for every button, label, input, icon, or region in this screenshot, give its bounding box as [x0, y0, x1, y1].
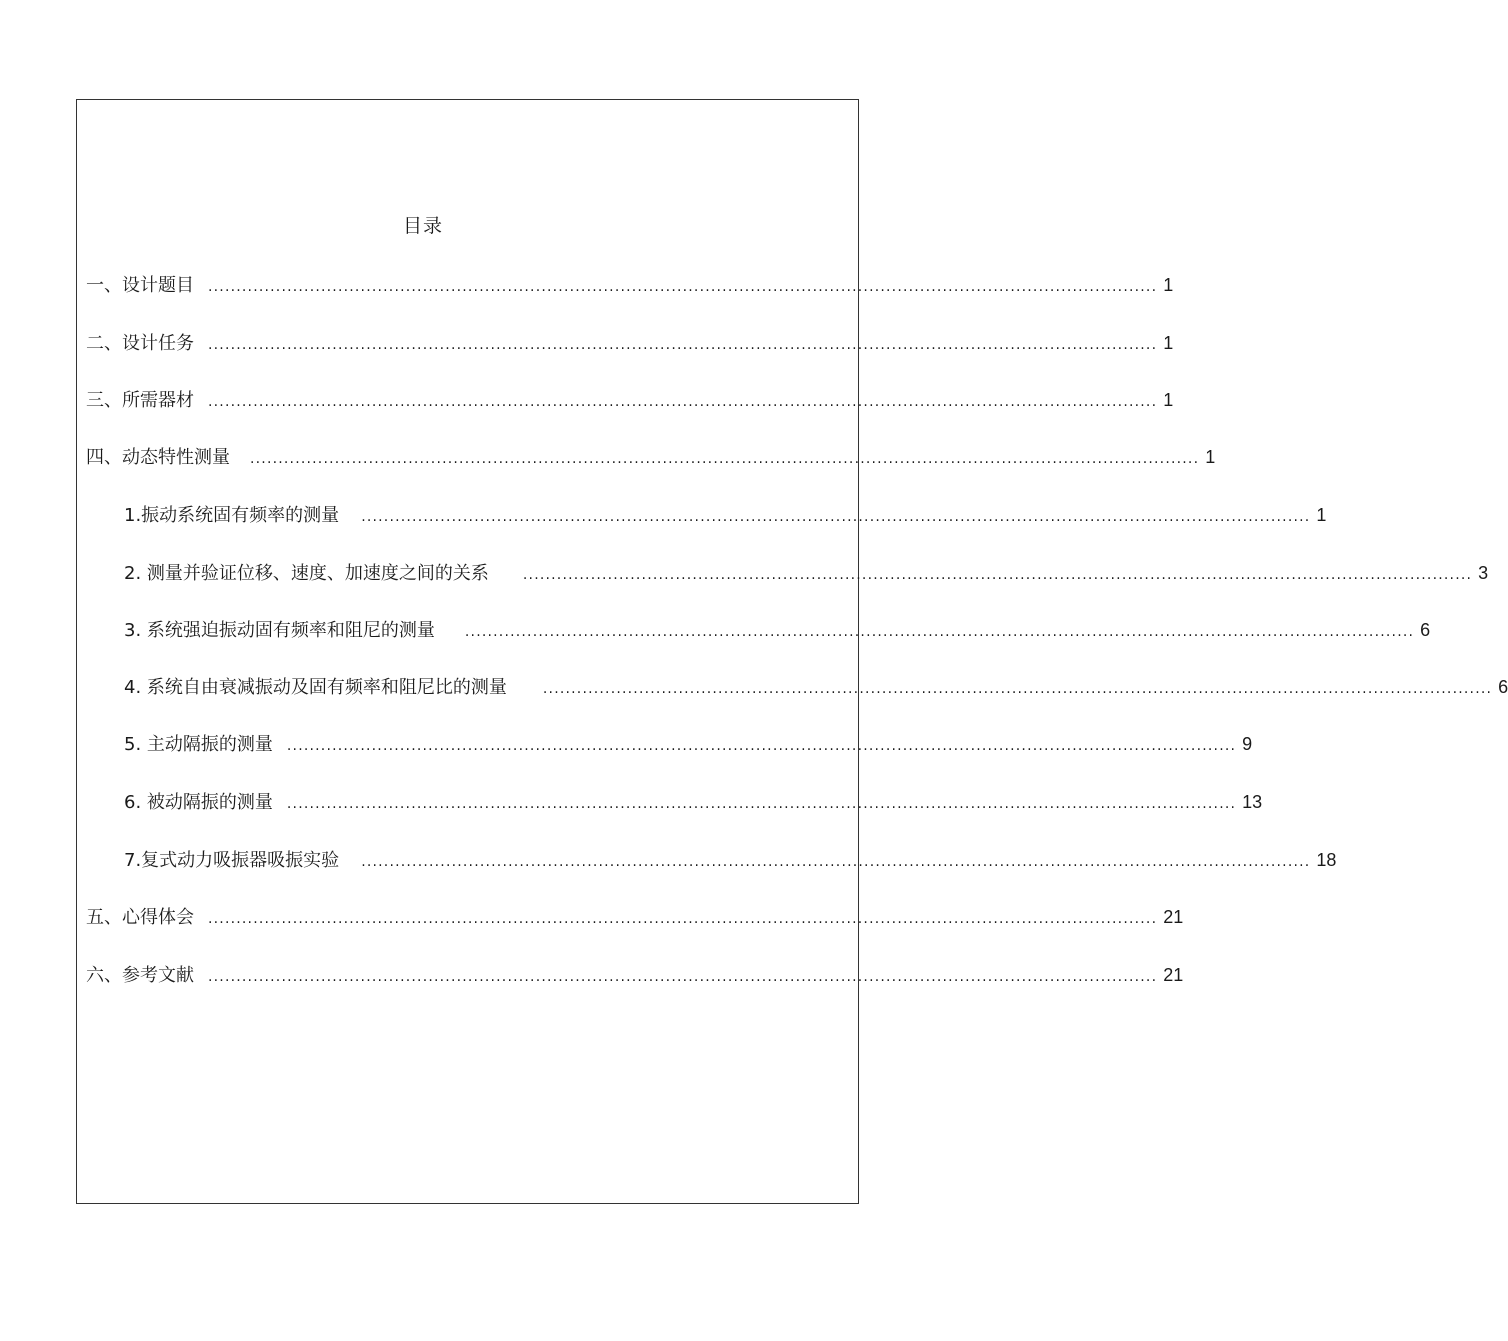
toc-entry[interactable] — [124, 502, 1327, 528]
dot-leader: ........................................................................................................................................................................ — [208, 969, 1158, 985]
dot-leader: ........................................................................................................................................................................ — [286, 738, 1237, 754]
toc-entry-label: 6. 被动隔振的测量 — [124, 792, 273, 813]
toc-entry-page: 6 — [1420, 620, 1431, 640]
toc-title: 目录 — [402, 215, 443, 237]
toc-entry-label: 2. 测量并验证位移、速度、加速度之间的关系 — [124, 563, 489, 584]
toc-entry[interactable] — [124, 617, 1431, 643]
toc-entry-page: 3 — [1478, 563, 1489, 583]
toc-entry-label: 1.振动系统固有频率的测量 — [124, 505, 340, 526]
toc-entry-page: 18 — [1316, 850, 1337, 870]
toc-entry[interactable] — [86, 272, 1174, 298]
toc-entry-page: 21 — [1163, 965, 1184, 985]
toc-entry-label: 3. 系统强迫振动固有频率和阻尼的测量 — [124, 620, 435, 641]
toc-entry-label: 一、设计题目 — [86, 275, 194, 296]
toc-entry[interactable] — [86, 387, 1174, 413]
toc-entry[interactable] — [124, 731, 1253, 757]
dot-leader: ........................................................................................................................................................................ — [361, 509, 1311, 525]
dot-leader: ........................................................................................................................................................................ — [464, 624, 1415, 640]
toc-entry[interactable] — [124, 847, 1337, 873]
toc-entry-label: 5. 主动隔振的测量 — [124, 734, 273, 755]
toc-entry[interactable] — [124, 560, 1489, 586]
toc-entry-page: 9 — [1242, 734, 1253, 754]
toc-entry-label: 五、心得体会 — [86, 907, 194, 928]
toc-entry-label: 三、所需器材 — [86, 390, 194, 411]
toc-entry[interactable] — [86, 904, 1184, 930]
toc-entry-page: 6 — [1498, 677, 1508, 697]
dot-leader: ........................................................................................................................................................................ — [208, 279, 1158, 295]
toc-entry-page: 1 — [1163, 275, 1174, 295]
dot-leader: ........................................................................................................................................................................ — [361, 854, 1311, 870]
toc-entry-label: 四、动态特性测量 — [86, 447, 230, 468]
dot-leader: ........................................................................................................................................................................ — [286, 796, 1237, 812]
toc-entry-label: 4. 系统自由衰减振动及固有频率和阻尼比的测量 — [124, 677, 507, 698]
toc-entry[interactable] — [86, 962, 1184, 988]
toc-entry-label: 7.复式动力吸振器吸振实验 — [124, 850, 340, 871]
toc-entry-page: 1 — [1316, 505, 1327, 525]
dot-leader: ........................................................................................................................................................................ — [522, 567, 1473, 583]
toc-entry-page: 1 — [1205, 447, 1216, 467]
toc-entry-page: 1 — [1163, 333, 1174, 353]
toc-entry-label: 二、设计任务 — [86, 333, 194, 354]
toc-entry[interactable] — [86, 444, 1216, 470]
toc-entry[interactable] — [86, 330, 1174, 356]
toc-entry-page: 13 — [1242, 792, 1263, 812]
toc-entry[interactable] — [124, 674, 1508, 700]
toc-entry-page: 21 — [1163, 907, 1184, 927]
toc-entry-page: 1 — [1163, 390, 1174, 410]
toc-entry[interactable] — [124, 789, 1263, 815]
toc-entry-label: 六、参考文献 — [86, 965, 194, 986]
dot-leader: ........................................................................................................................................................................ — [208, 337, 1158, 353]
document-border — [76, 99, 859, 1204]
dot-leader: ........................................................................................................................................................................ — [208, 911, 1158, 927]
dot-leader: ........................................................................................................................................................................ — [208, 394, 1158, 410]
dot-leader: ........................................................................................................................................................................ — [250, 451, 1200, 467]
dot-leader: ........................................................................................................................................................................ — [542, 681, 1493, 697]
